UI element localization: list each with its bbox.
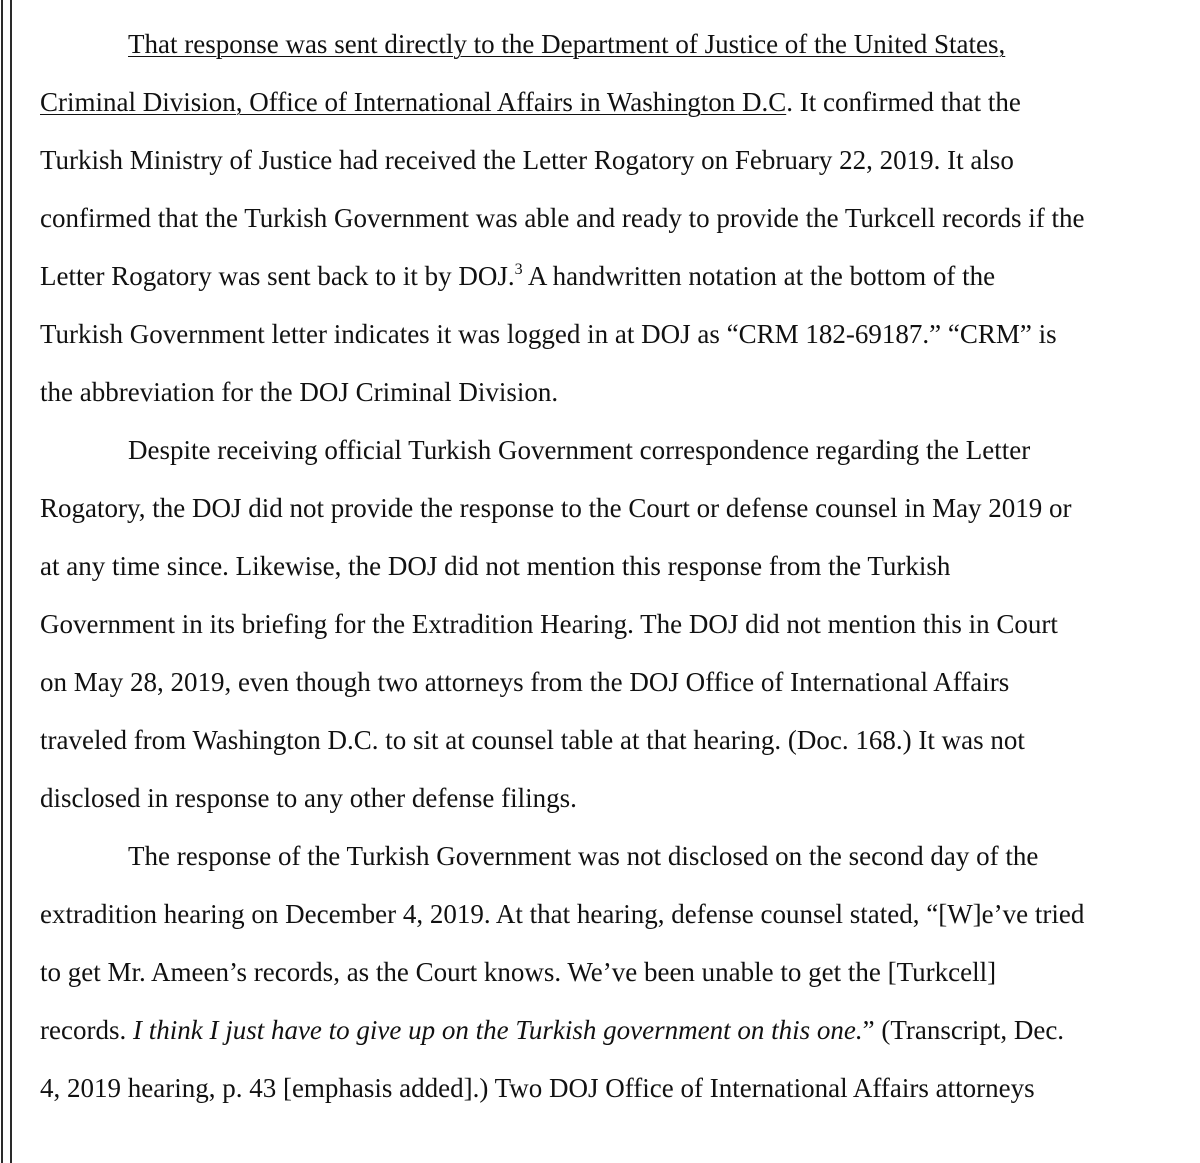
text-line: Rogatory, the DOJ did not provide the response to the Court or defense counsel in May 2019 or bbox=[40, 493, 1072, 523]
left-margin-rule bbox=[1, 0, 3, 1163]
footnote-marker: 3 bbox=[514, 261, 523, 278]
text-line: Criminal Division, Office of International Affairs in Washington D.C. It confirmed that the bbox=[40, 87, 1021, 117]
left-margin-rule-inner bbox=[10, 0, 12, 1163]
text-line: records. I think I just have to give up on the Turkish government on this one.” (Transcript, Dec. bbox=[40, 1015, 1065, 1045]
emphasized-quote: I think I just have to give up on the Turkish government on this one. bbox=[132, 1015, 863, 1045]
text-line: Government in its briefing for the Extradition Hearing. The DOJ did not mention this in Court bbox=[40, 609, 1058, 639]
text-line: on May 28, 2019, even though two attorneys from the DOJ Office of International Affairs bbox=[40, 667, 1010, 697]
text-line: Turkish Ministry of Justice had received the Letter Rogatory on February 22, 2019. It also bbox=[40, 145, 1014, 175]
text-line: extradition hearing on December 4, 2019. At that hearing, defense counsel stated, “[W]e’ve tried bbox=[40, 899, 1085, 929]
text-line: The response of the Turkish Government was not disclosed on the second day of the bbox=[128, 841, 1039, 871]
text-line: to get Mr. Ameen’s records, as the Court knows. We’ve been unable to get the [Turkcell] bbox=[40, 957, 997, 987]
text-line: traveled from Washington D.C. to sit at counsel table at that hearing. (Doc. 168.) It was not bbox=[40, 725, 1025, 755]
text-line: 4, 2019 hearing, p. 43 [emphasis added].) Two DOJ Office of International Affairs attorneys bbox=[40, 1073, 1035, 1103]
underlined-text: Criminal Division, Office of International Affairs in Washington D.C bbox=[40, 87, 787, 117]
text-line: Letter Rogatory was sent back to it by DOJ.$^3$ A handwritten notation at the bottom of the bbox=[40, 261, 996, 291]
underlined-text: That response was sent directly to the Department of Justice of the United States, bbox=[128, 29, 1006, 59]
text-line: Turkish Government letter indicates it was logged in at DOJ as “CRM 182-69187.” “CRM” is bbox=[40, 319, 1057, 349]
text-line bbox=[128, 24, 1005, 64]
text-line: Despite receiving official Turkish Government correspondence regarding the Letter bbox=[128, 435, 1031, 465]
text-line: at any time since. Likewise, the DOJ did not mention this response from the Turkish bbox=[40, 551, 951, 581]
text-line: disclosed in response to any other defense filings. bbox=[40, 783, 577, 813]
text-line: the abbreviation for the DOJ Criminal Division. bbox=[40, 377, 559, 407]
text-line: confirmed that the Turkish Government was able and ready to provide the Turkcell records if the bbox=[40, 203, 1085, 233]
